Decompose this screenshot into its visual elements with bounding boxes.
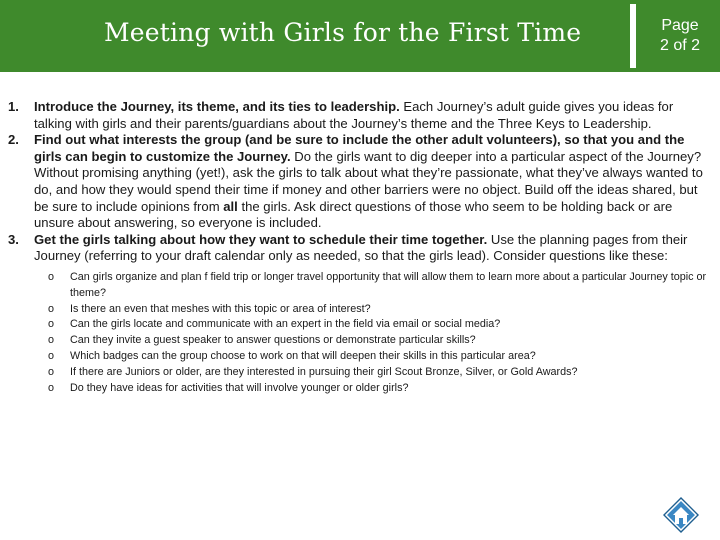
item-number: 1. bbox=[8, 99, 19, 114]
home-button[interactable] bbox=[662, 496, 700, 534]
bullet-marker: o bbox=[48, 270, 55, 283]
question-text: Can girls organize and plan f field trip or longer travel opportunity that will allow them to learn more about a particular Journey topic or theme? bbox=[70, 270, 707, 299]
item-text-continued: the girls. Ask direct questions of those who seem to be holding back or are unsure about answering, so everyone is included. bbox=[34, 198, 673, 231]
question-text: If there are Juniors or older, are they interested in pursuing their girl Scout Bronze, Silver, or Gold Awards? bbox=[70, 365, 578, 378]
question-item bbox=[8, 302, 714, 318]
question-list bbox=[8, 270, 714, 396]
question-item bbox=[8, 349, 714, 365]
bullet-marker: o bbox=[48, 349, 55, 362]
home-icon bbox=[662, 496, 700, 534]
page-indicator-label: Page bbox=[661, 17, 699, 34]
question-text: Can they invite a guest speaker to answer questions or demonstrate particular skills? bbox=[70, 334, 476, 347]
question-text: Which badges can the group choose to work on that will deepen their skills in this particular area? bbox=[70, 349, 536, 362]
bullet-marker: o bbox=[48, 334, 55, 347]
question-item bbox=[8, 333, 714, 349]
question-item bbox=[8, 270, 714, 302]
question-text: Do they have ideas for activities that will involve younger or older girls? bbox=[70, 381, 409, 394]
main-content bbox=[8, 99, 714, 396]
question-item bbox=[8, 317, 714, 333]
header-bar bbox=[0, 0, 720, 72]
item-heading: Get the girls talking about how they want to schedule their time together. bbox=[34, 231, 488, 247]
item-emphasis: all bbox=[223, 198, 238, 214]
header-divider bbox=[630, 4, 636, 68]
item-text: Do the girls want to dig deeper into a particular aspect of the Journey? Without promising anything (yet!), ask the girls to talk about what they’re passionate, what they’ve always wanted to do, and how they would spend their time if money and other barriers were no object. Build off the ideas shared, but be sure to include opinions from bbox=[34, 148, 703, 214]
list-item bbox=[8, 99, 714, 132]
question-text: Can the girls locate and communicate with an expert in the field via email or social media? bbox=[70, 318, 501, 331]
bullet-marker: o bbox=[48, 381, 55, 394]
bullet-marker: o bbox=[48, 302, 55, 315]
question-item bbox=[8, 365, 714, 381]
page-indicator-count: 2 of 2 bbox=[659, 37, 701, 54]
bullet-marker: o bbox=[48, 318, 55, 331]
question-text: Is there an even that meshes with this topic or area of interest? bbox=[70, 302, 371, 315]
list-item bbox=[8, 232, 714, 265]
list-item bbox=[8, 132, 714, 232]
bullet-marker: o bbox=[48, 365, 55, 378]
page-indicator bbox=[650, 16, 710, 56]
item-heading: Find out what interests the group (and be sure to include the other adult volunteers), so that you and the girls can begin to customize the Journey. bbox=[34, 132, 685, 164]
page-title: Meeting with Girls for the First Time bbox=[104, 18, 582, 47]
item-text: Each Journey’s adult guide gives you ideas for talking with girls and their parents/guardians about the Journey’s theme and the Three Keys to Leadership. bbox=[34, 99, 674, 131]
item-text: Use the planning pages from their Journey (referring to your draft calendar only as needed, so that the girls lead). Consider questions like these: bbox=[34, 231, 688, 264]
item-number: 3. bbox=[8, 231, 19, 247]
item-number: 2. bbox=[8, 132, 19, 148]
question-item bbox=[8, 381, 714, 397]
item-heading: Introduce the Journey, its theme, and its ties to leadership. bbox=[34, 99, 400, 114]
